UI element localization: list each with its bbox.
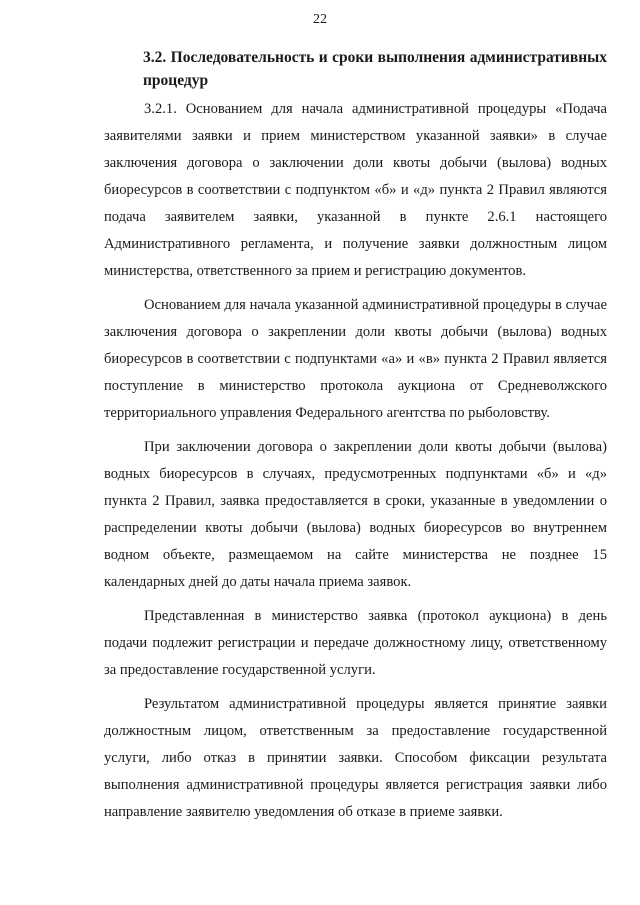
paragraph-2: Основанием для начала указанной административной процедуры в случае заключения договора о закреплении доли квоты добычи (вылова) водных биоресурсов в соответствии с подпунктами «а» и «в» пункта 2 Правил является поступление в министерство протокола аукциона от Средневолжского территориального управления Федерального агентства по рыболовству.: [104, 297, 607, 421]
body-text: [104, 96, 607, 826]
section-title: 3.2. Последовательность и сроки выполнения административных процедур: [143, 49, 607, 89]
paragraph-3: При заключении договора о закреплении доли квоты добычи (вылова) водных биоресурсов в случаях, предусмотренных подпунктами «б» и «д» пункта 2 Правил, заявка предоставляется в сроки, указанные в уведомлении о распределении квоты добычи (вылова) водных биоресурсов во внутреннем водном объекте, размещаемом на сайте министерства не позднее 15 календарных дней до даты начала приема заявок.: [104, 439, 607, 590]
paragraph-4: Представленная в министерство заявка (протокол аукциона) в день подачи подлежит регистрации и передаче должностному лицу, ответственному за предоставление государственной услуги.: [104, 608, 607, 678]
paragraph-1: 3.2.1. Основанием для начала административной процедуры «Подача заявителями заявки и прием министерством указанной заявки» в случае заключения договора о заключении доли квоты добычи (вылова) водных биоресурсов в соответствии с подпунктом «б» и «д» пункта 2 Правил являются подача заявителем заявки, указанной в пункте 2.6.1 настоящего Административного регламента, и получение заявки должностным лицом министерства, ответственного за прием и регистрацию документов.: [104, 101, 607, 279]
page-number: 22: [313, 12, 327, 27]
paragraph-5: Результатом административной процедуры является принятие заявки должностным лицом, ответственным за предоставление государственной услуги, либо отказ в принятии заявки. Способом фиксации результата выполнения административной процедуры является регистрация заявки либо направление заявителю уведомления об отказе в приеме заявки.: [104, 696, 607, 820]
